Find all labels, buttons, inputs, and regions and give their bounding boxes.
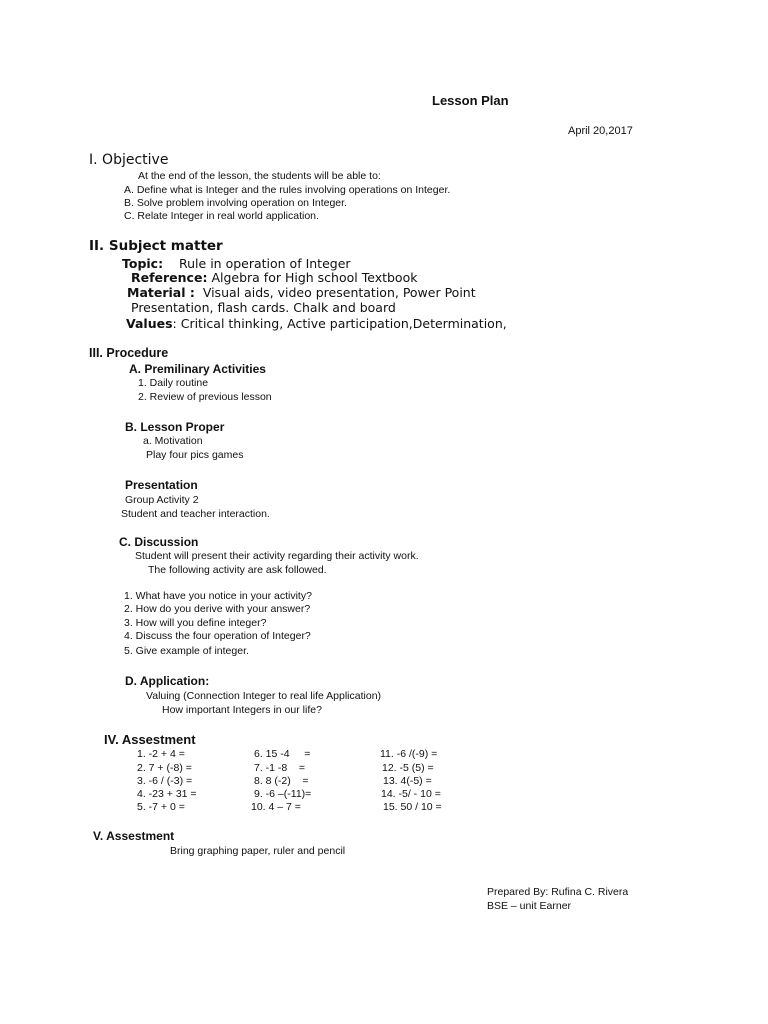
assessment-item: 14. -5/ - 10 = (381, 788, 441, 800)
reference-label: Reference: (131, 270, 208, 285)
discussion-line-1: Student will present their activity regarding their activity work. (135, 550, 419, 562)
preliminary-item-1: 1. Daily routine (138, 377, 209, 389)
prepared-by: Prepared By: Rufina C. Rivera (487, 886, 629, 898)
objective-item-b: B. Solve problem involving operation on Integer. (124, 197, 347, 209)
assessment-item: 3. -6 / (-3) = (137, 775, 193, 787)
assessment-item: 2. 7 + (-8) = (137, 762, 192, 774)
topic-value: Rule in operation of Integer (179, 256, 351, 271)
assessment-item: 7. -1 -8 = (254, 762, 306, 774)
assignment-line: Bring graphing paper, ruler and pencil (170, 845, 346, 857)
discussion-line-2: The following activity are ask followed. (148, 564, 327, 576)
material-line-2: Presentation, flash cards. Chalk and board (131, 300, 396, 315)
lesson-proper-detail: Play four pics games (146, 449, 244, 461)
assessment-item: 6. 15 -4 = (254, 748, 311, 760)
discussion-question: 5. Give example of integer. (124, 645, 249, 657)
objective-item-a: A. Define what is Integer and the rules involving operations on Integer. (124, 184, 451, 196)
values-line (126, 316, 507, 331)
assessment-item: 9. -6 –(-11)= (254, 788, 312, 800)
discussion-question: 3. How will you define integer? (124, 617, 267, 629)
assessment-item: 8. 8 (-2) = (254, 775, 309, 787)
reference-line (131, 270, 417, 285)
credential: BSE – unit Earner (487, 900, 572, 912)
objective-intro: At the end of the lesson, the students will be able to: (138, 170, 381, 182)
lesson-date: April 20,2017 (568, 125, 633, 137)
presentation-line-1: Group Activity 2 (125, 494, 199, 506)
assessment-heading: IV. Assestment (104, 732, 196, 747)
material-label: Material : (127, 285, 195, 300)
application-heading: D. Application: (125, 674, 210, 688)
application-line-2: How important Integers in our life? (162, 704, 322, 716)
assessment-item: 5. -7 + 0 = (137, 801, 185, 813)
assessment-item: 1. -2 + 4 = (137, 748, 185, 760)
discussion-question: 4. Discuss the four operation of Integer? (124, 630, 311, 642)
lesson-proper-item: a. Motivation (143, 435, 203, 447)
objective-heading (89, 152, 168, 168)
objective-numeral: I. (89, 152, 98, 168)
topic-label: Topic: (122, 256, 164, 271)
assessment-item: 13. 4(-5) = (383, 775, 432, 787)
preliminary-item-2: 2. Review of previous lesson (138, 391, 272, 403)
assessment-item: 4. -23 + 31 = (137, 788, 197, 800)
values-label: Values (126, 316, 173, 331)
preliminary-heading: A. Premilinary Activities (129, 362, 266, 376)
discussion-question: 2. How do you derive with your answer? (124, 603, 311, 615)
assessment-item: 10. 4 – 7 = (251, 801, 301, 813)
discussion-question: 1. What have you notice in your activity? (124, 590, 312, 602)
discussion-heading: C. Discussion (119, 535, 199, 549)
objective-title: Objective (102, 152, 169, 168)
procedure-heading: III. Procedure (89, 346, 169, 360)
presentation-line-2: Student and teacher interaction. (121, 508, 270, 520)
page-title: Lesson Plan (432, 93, 509, 108)
topic-line (122, 256, 351, 271)
material-value: Visual aids, video presentation, Power Point (202, 285, 476, 300)
objective-item-c: C. Relate Integer in real world application. (124, 210, 319, 222)
reference-value: Algebra for High school Textbook (211, 270, 418, 285)
assessment-item: 11. -6 /(-9) = (380, 748, 438, 760)
application-line-1: Valuing (Connection Integer to real life Application) (146, 690, 382, 702)
material-line (127, 285, 476, 300)
assessment-item: 15. 50 / 10 = (383, 801, 442, 813)
values-value: : Critical thinking, Active participation,Determination, (172, 316, 507, 331)
lesson-proper-heading: B. Lesson Proper (125, 420, 225, 434)
assignment-heading: V. Assestment (93, 829, 175, 843)
assessment-item: 12. -5 (5) = (382, 762, 434, 774)
presentation-heading: Presentation (125, 478, 198, 492)
subject-matter-heading: II. Subject matter (89, 238, 223, 254)
